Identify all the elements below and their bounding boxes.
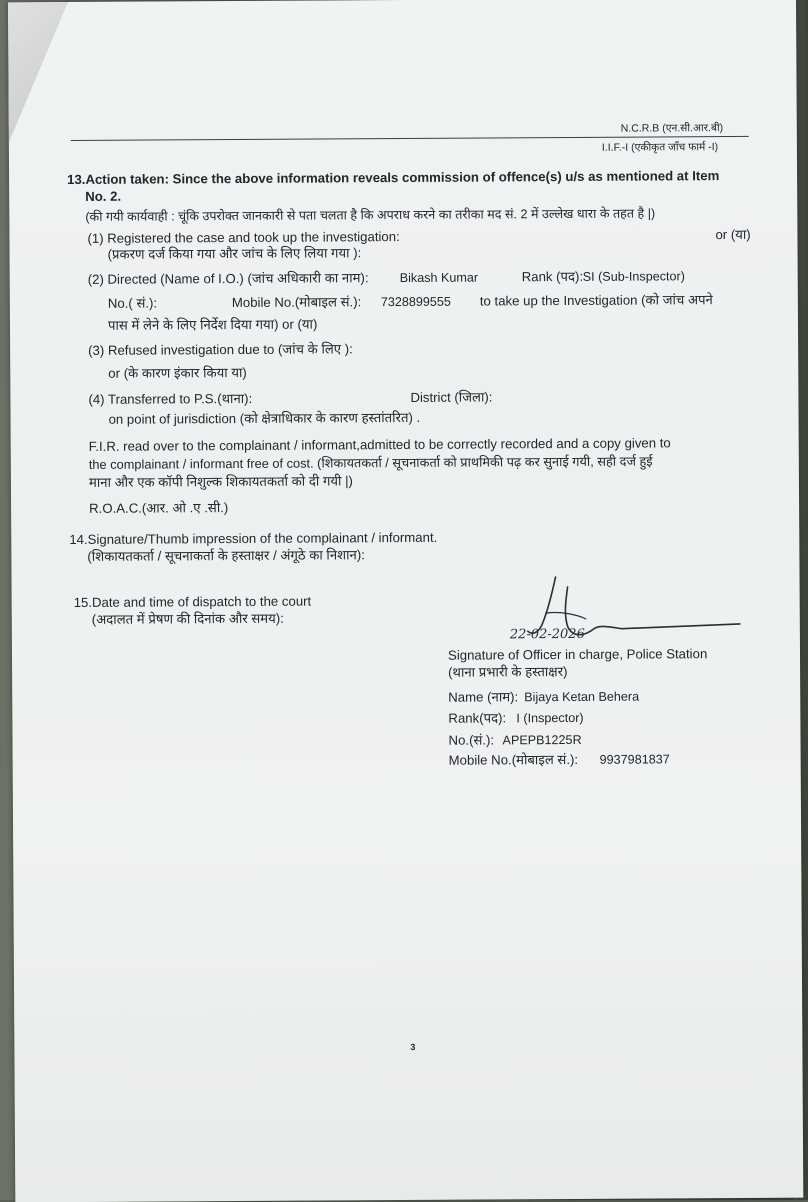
officer-name-label: Name (नाम): <box>448 689 519 705</box>
sub3-hindi: or (के कारण इंकार किया या) <box>108 364 247 381</box>
io-rank-label: Rank (पद): <box>521 268 584 285</box>
sig-label-hindi: (थाना प्रभारी के हस्ताक्षर) <box>448 664 568 680</box>
io-no-label: No.( सं.): <box>107 295 158 311</box>
ncrb-label: N.C.R.B (एन.सी.आर.बी) <box>620 122 724 135</box>
fir-line-3: माना और एक कॉपी निशुल्क शिकायतकर्ता को दी गयी |) <box>88 473 353 490</box>
item13-title: 13.Action taken: Since the above information reveals commission of offence(s) u/s as mentioned at Item <box>67 168 720 188</box>
io-mobile-value: 7328899555 <box>380 294 451 310</box>
sub4-district: District (जिला): <box>410 389 493 405</box>
sub2-label: (2) Directed (Name of I.O.) (जांच अधिकारी का नाम): <box>87 270 369 287</box>
sub3-english: (3) Refused investigation due to (जांच के लिए ): <box>88 341 353 358</box>
take-up-cont: पास में लेने के लिए निर्देश दिया गया) or (या) <box>107 316 318 333</box>
officer-name-value: Bijaya Ketan Behera <box>524 689 640 705</box>
io-rank-value: SI (Sub-Inspector) <box>582 269 685 284</box>
officer-mobile-value: 9937981837 <box>599 752 670 767</box>
officer-rank-label: Rank(पद): <box>448 710 507 726</box>
sub4-hindi: on point of jurisdiction (को क्षेत्राधिकार के कारण हस्तांतरित) . <box>108 409 421 427</box>
roac-label: R.O.A.C.(आर. ओ .ए .सी.) <box>89 500 229 516</box>
document-page <box>8 0 803 1202</box>
fir-line-1: F.I.R. read over to the complainant / informant,admitted to be correctly recorded and a copy given to <box>88 435 671 454</box>
iif-label: I.I.F.-I (एकीकृत जाँच फार्म -I) <box>601 141 719 154</box>
sub1-hindi: (प्रकरण दर्ज किया गया और जांच के लिए लिया गया ): <box>107 245 362 262</box>
fir-line-2: the complainant / informant free of cost. (शिकायतकर्ता / सूचनाकर्ता को प्राथमिकी पढ़ कर सुनाई गयी, सही दर्ज हुई <box>88 453 653 472</box>
sig-label: Signature of Officer in charge, Police Station <box>447 646 708 663</box>
item15-title: 15.Date and time of dispatch to the court <box>73 593 312 611</box>
item14-title: 14.Signature/Thumb impression of the complainant / informant. <box>69 529 438 548</box>
underlying-sheet-corner <box>8 2 69 142</box>
officer-mobile-label: Mobile No.(मोबाइल सं.): <box>448 751 579 768</box>
sub1-english: (1) Registered the case and took up the investigation: <box>87 229 400 246</box>
sub1-or: or (या) <box>715 226 751 243</box>
item13-hindi: (की गयी कार्यवाही : चूंकि उपरोक्त जानकारी से पता चलता है कि अपराध करने का तरीका मद सं. 2 में उल्लेख धारा के तहत है |) <box>85 206 656 224</box>
page-number: 3 <box>410 1041 416 1052</box>
io-mobile-label: Mobile No.(मोबाइल सं.): <box>231 294 362 311</box>
take-up-text: to take up the Investigation (को जांच अपने <box>479 292 713 309</box>
sub4-english: (4) Transferred to P.S.(थाना): <box>88 390 253 407</box>
item15-hindi: (अदालत में प्रेषण की दिनांक और समय): <box>91 610 284 627</box>
handwritten-date: 22-02-2026 <box>509 626 585 643</box>
item14-hindi: (शिकायतकर्ता / सूचनाकर्ता के हस्ताक्षर / अंगूठे का निशान): <box>87 547 365 564</box>
officer-rank-value: I (Inspector) <box>516 710 584 726</box>
officer-no-label: No.(सं.): <box>448 732 495 748</box>
io-name-value: Bikash Kumar <box>399 270 479 286</box>
item13-title-cont: No. 2. <box>85 188 122 204</box>
officer-no-value: APEPB1225R <box>502 732 582 748</box>
